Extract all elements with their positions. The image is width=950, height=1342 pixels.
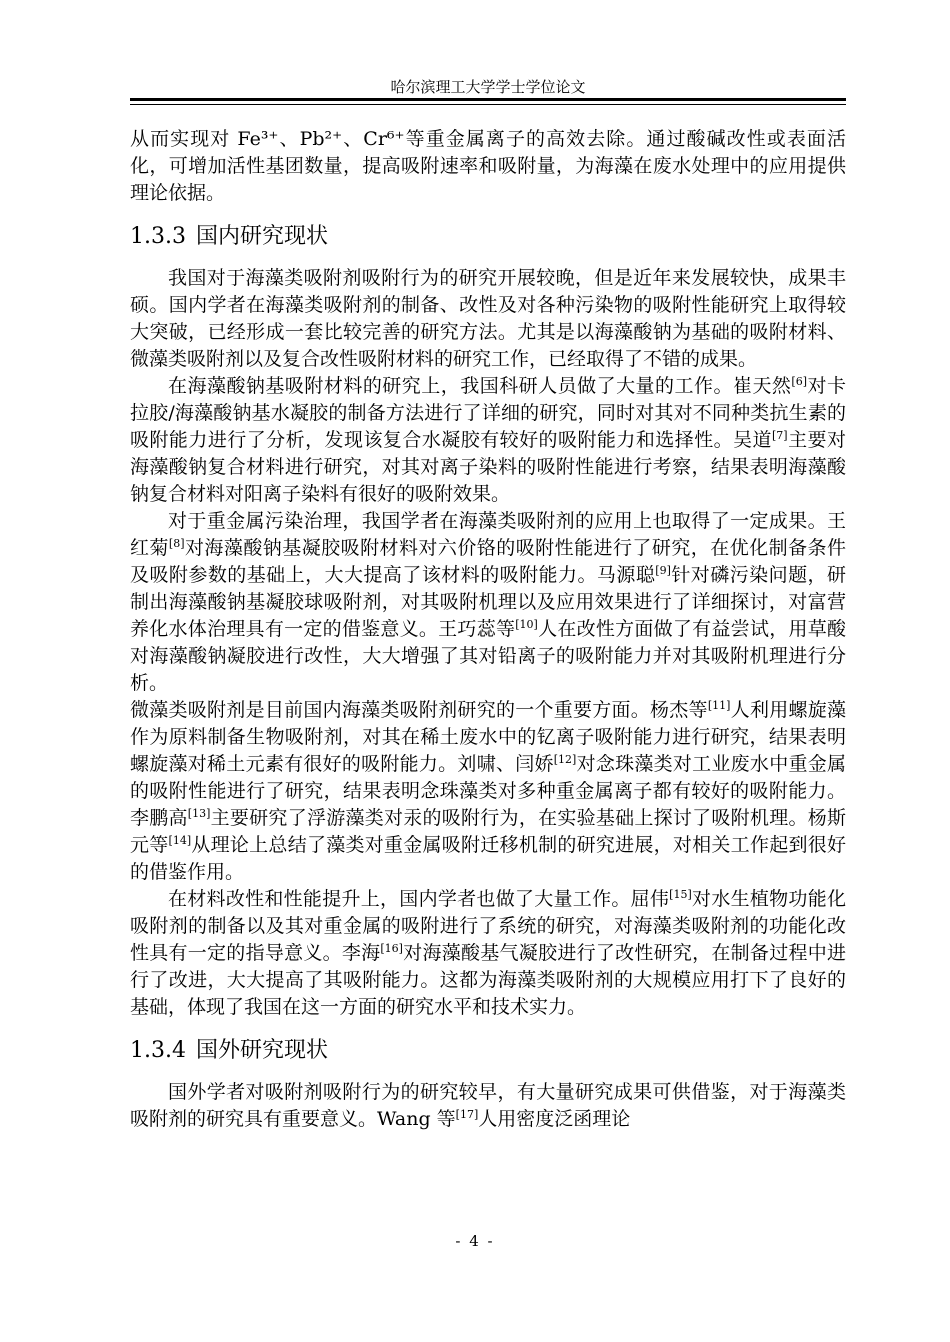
page-body	[130, 126, 846, 1133]
text-run: 国外学者对吸附剂吸附行为的研究较早，有大量研究成果可供借鉴，对于海藻类吸附剂的研究具有重要意义。Wang 等	[130, 1081, 846, 1130]
citation-ref: [16]	[380, 942, 403, 955]
text-run: 微藻类吸附剂是目前国内海藻类吸附剂研究的一个重要方面。杨杰等	[130, 699, 708, 721]
citation-ref: [12]	[553, 753, 577, 766]
text-run: 在材料改性和性能提升上，国内学者也做了大量工作。屈伟	[168, 888, 670, 910]
running-header: 哈尔滨理工大学学士学位论文	[390, 78, 586, 96]
citation-ref: [8]	[168, 537, 185, 550]
section-title: 国内研究现状	[195, 224, 328, 249]
section-number: 1.3.3	[130, 224, 186, 249]
header-rule-thick	[130, 98, 846, 101]
paragraph	[130, 1079, 846, 1133]
citation-ref: [13]	[187, 807, 211, 820]
paragraph	[130, 508, 846, 697]
text-run: 人用密度泛函理论	[478, 1108, 631, 1130]
paragraph: 我国对于海藻类吸附剂吸附行为的研究开展较晚，但是近年来发展较快，成果丰硕。国内学者在海藻类吸附剂的制备、改性及对各种污染物的吸附性能研究上取得较大突破，已经形成一套比较完善的研究方法。尤其是以海藻酸钠为基础的吸附材料、微藻类吸附剂以及复合改性吸附材料的研究工作，已经取得了不错的成果。	[130, 267, 846, 370]
citation-ref: [9]	[655, 564, 671, 577]
citation-ref: [10]	[515, 618, 538, 631]
text-run: 对水生植物功能化吸附剂的制备以及其对重金属的吸附进行了系统的研究，对海藻类吸附剂的功能化改性具有一定的指导意义。李海	[130, 888, 846, 964]
text-run: 对于重金属污染治理，我国学者在海藻类吸附剂的应用上也取得了一定成果。王红菊	[130, 510, 846, 559]
text-run: 人在改性方面做了有益尝试，用草酸对海藻酸钠凝胶进行改性，大大增强了其对铅离子的吸附能力并对其吸附机理进行分析。	[130, 618, 846, 694]
page-number: - 4 -	[455, 1232, 495, 1250]
paragraph	[130, 697, 846, 886]
text-run: 对卡拉胶/海藻酸钠基水凝胶的制备方法进行了详细的研究，同时对其对不同种类抗生素的吸附能力进行了分析，发现该复合水凝胶有较好的吸附能力和选择性。吴道	[130, 375, 846, 451]
intro-paragraph: 从而实现对 Fe³⁺、Pb²⁺、Cr⁶⁺等重金属离子的高效去除。通过酸碱改性或表面活化，可增加活性基团数量，提高吸附速率和吸附量，为海藻在废水处理中的应用提供理论依据。	[130, 128, 846, 204]
text-run: 从理论上总结了藻类对重金属吸附迁移机制的研究进展，对相关工作起到很好的借鉴作用。	[130, 834, 846, 883]
text-run: 在海藻酸钠基吸附材料的研究上，我国科研人员做了大量的工作。崔天然	[168, 375, 792, 397]
text-run: 人利用螺旋藻作为原料制备生物吸附剂，对其在稀土废水中的钇离子吸附能力进行研究，结果表明螺旋藻对稀土元素有很好的吸附能力。刘啸、闫娇	[130, 699, 846, 775]
citation-ref: [7]	[772, 429, 788, 442]
header-rule-thin	[130, 104, 846, 105]
paragraph	[130, 373, 846, 508]
text-run: 对海藻酸钠基凝胶吸附材料对六价铬的吸附性能进行了研究，在优化制备条件及吸附参数的基础上，大大提高了该材料的吸附能力。马源聪	[130, 537, 846, 586]
section-number: 1.3.4	[130, 1038, 186, 1063]
citation-ref: [11]	[707, 699, 731, 712]
section-heading-1-3-3	[130, 222, 846, 252]
text-run: 对念珠藻类对工业废水中重金属的吸附性能进行了研究，结果表明念珠藻类对多种重金属离子都有较好的吸附能力。李鹏高	[130, 753, 846, 829]
citation-ref: [6]	[791, 375, 808, 388]
text-run: 主要研究了浮游藻类对汞的吸附行为，在实验基础上探讨了吸附机理。杨斯元等	[130, 807, 846, 856]
citation-ref: [14]	[168, 834, 192, 847]
text-run: 主要对海藻酸钠复合材料进行研究，对其对离子染料的吸附性能进行考察，结果表明海藻酸钠复合材料对阳离子染料有很好的吸附效果。	[130, 429, 846, 505]
text-run: 针对磷污染问题，研制出海藻酸钠基凝胶球吸附剂，对其吸附机理以及应用效果进行了详细探讨，对富营养化水体治理具有一定的借鉴意义。王巧蕊等	[130, 564, 846, 640]
section-title: 国外研究现状	[195, 1038, 328, 1063]
citation-ref: [17]	[455, 1108, 479, 1121]
section-heading-1-3-4	[130, 1036, 846, 1066]
paragraph	[130, 886, 846, 1021]
text-run: 对海藻酸基气凝胶进行了改性研究，在制备过程中进行了改进，大大提高了其吸附能力。这都为海藻类吸附剂的大规模应用打下了良好的基础，体现了我国在这一方面的研究水平和技术实力。	[130, 942, 846, 1018]
citation-ref: [15]	[669, 888, 692, 901]
